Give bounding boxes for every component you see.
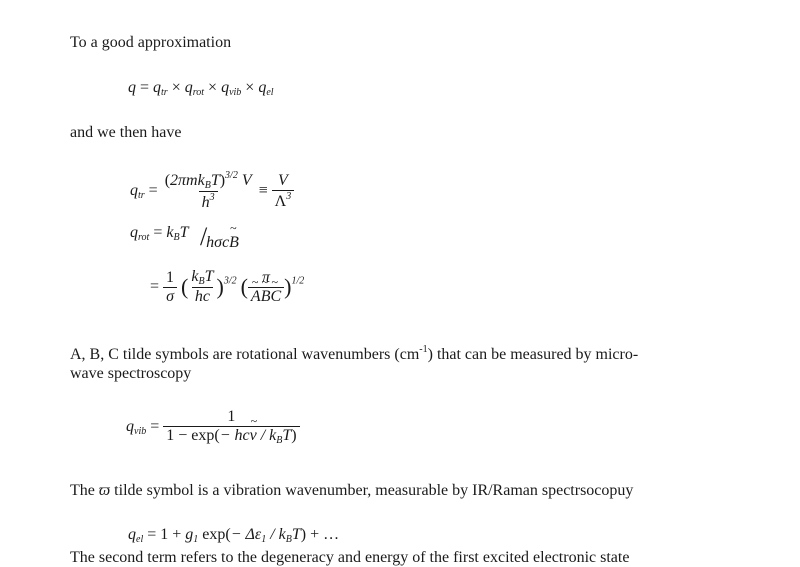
paragraph-rotational-wavenumbers: A, B, C tilde symbols are rotational wavenumbers $(cm^{-1})$ that can be measured by micro- <box>70 344 639 363</box>
division-slash: / <box>200 222 208 251</box>
paragraph-approximation: To a good approximation <box>70 34 232 51</box>
equation-q-electronic: $q_{el} = 1 + g_1$ $\exp(- \Delta\varepsilon_1 / k_BT)$ + … <box>128 526 340 545</box>
equation-q-rotational-expanded: = $\frac{1}{\sigma}$ ( $\frac{k_BT}{hc}$ )$^{3/2}$ ( π ~ A~ B~ C )$^{1/2}$ <box>150 268 304 306</box>
equation-q-rotational: $q_{rot} = k_BT$ hσc~ B <box>130 224 239 243</box>
equation-q-vibrational: $q_{vib}$ = $\frac{1}{1 - \exp(- hc\sim \nu / k_BT)}$ <box>126 408 300 446</box>
paragraph-second-term: The second term refers to the degeneracy and energy of the first excited electronic state <box>70 549 630 566</box>
paragraph-then-have: and we then have <box>70 124 182 141</box>
equation-q-translational: $q_{tr}$ = $\frac{(2\pi mk_BT)^{3/2} V}{h^3}$ ≡ $\frac{V}{\Lambda^3}$ <box>130 170 294 212</box>
equation-partition-product: $q = q_{tr} \times q_{rot} \times q_{vib} \times q_{el}$ <box>128 79 274 98</box>
paragraph-rotational-wavenumbers-cont: wave spectroscopy <box>70 365 192 382</box>
paragraph-vibration-wavenumber: The ϖ tilde symbol is a vibration wavenumber, measurable by IR/Raman spectrsocopuy <box>70 482 634 499</box>
